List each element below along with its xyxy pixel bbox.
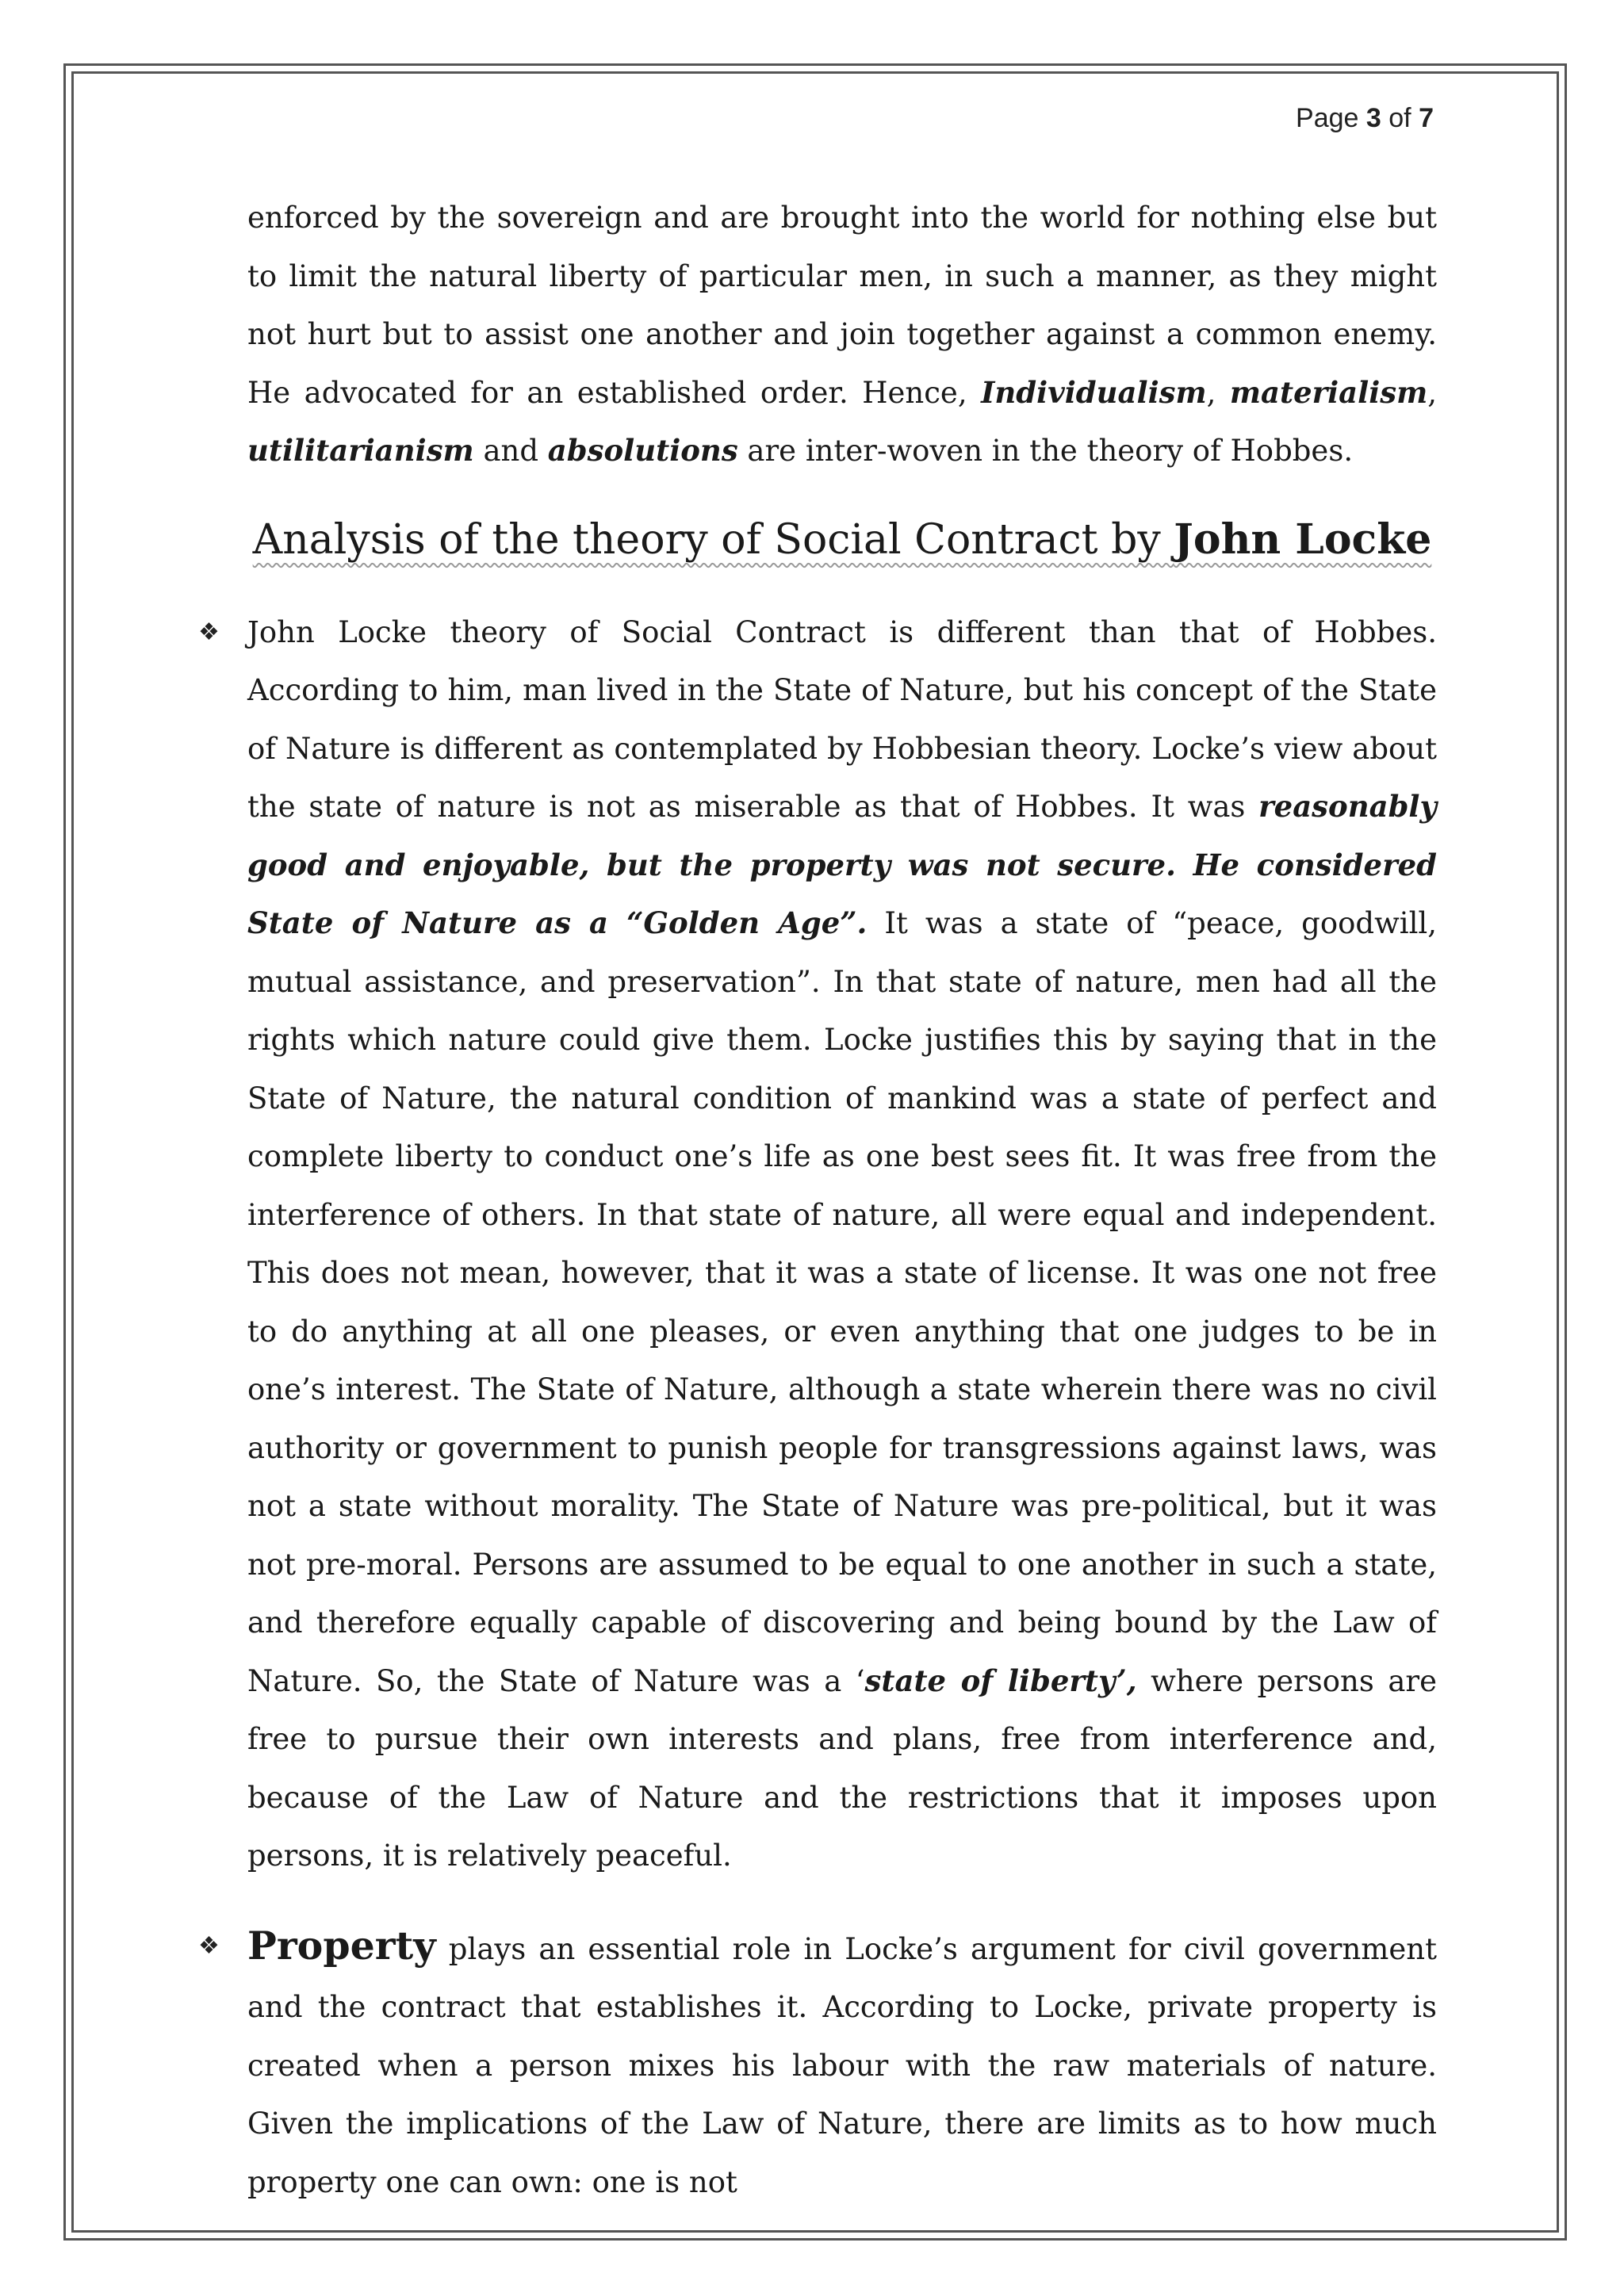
bullet-text-part: It was a state of “peace, goodwill, mutual assistance, and preservation”. In that state of nature, men had all the rights which nature could give them. Locke justifies this by saying that in the State of Nature, the natural condition of mankind was a state of perfect and complete liberty to conduct one’s life as one best sees fit. It was free from the interference of others. In that state of nature, all were equal and independent. This does not mean, however, that it was a state of license. It was one not free to do anything at all one pleases, or even anything that one judges to be in one’s interest. The State of Nature, although a state wherein there was no civil authority or government to punish people for transgressions against laws, was not a state without morality. The State of Nature was pre-political, but it was not pre-moral. Persons are assumed to be equal to one another in such a state, and therefore equally capable of discovering and being bound by the Law of Nature. So, the State of Nature was a ‘ (247, 906, 1438, 1698)
term-materialism: materialism (1229, 374, 1428, 410)
bullet-text (247, 603, 1437, 1885)
document-body (198, 189, 1438, 2211)
bullet-text-part: plays an essential role in Locke’s argument for civil government and the contract that establishes it. According to Locke, private property is created when a person mixes his labour with the raw materials of nature. Given the implications of the Law of Nature, there are limits as to how much property one can own: one is not (247, 1931, 1437, 2199)
separator: , (1427, 375, 1437, 410)
property-lead-word: Property (247, 1922, 436, 1969)
page-of-label: of (1381, 103, 1419, 133)
page-number (1296, 103, 1434, 134)
emphasis-state-of-liberty: state of liberty’, (864, 1663, 1137, 1698)
intro-paragraph (247, 189, 1437, 480)
term-individualism: Individualism (981, 374, 1207, 410)
page-label: Page (1296, 103, 1366, 133)
emphasis-golden-age: reasonably good and enjoyable, but the property was not secure. He considered State of Nature as a “Golden Age”. (247, 789, 1437, 940)
diamond-bullet-icon: ❖ (198, 1931, 220, 1960)
separator: , (1206, 375, 1230, 410)
bullet-text-part: John Locke theory of Social Contract is different than that of Hobbes. According to him, man lived in the State of Nature, but his concept of the State of Nature is different as contemplated by Hobbesian theory. Locke’s view about the state of nature is not as miserable as that of Hobbes. It was (247, 614, 1437, 824)
page-total: 7 (1419, 103, 1434, 133)
intro-text-end: are inter-woven in the theory of Hobbes. (737, 434, 1354, 468)
separator: and (473, 434, 548, 468)
intro-text: enforced by the sovereign and are brought into the world for nothing else but to limit the natural liberty of particular men, in such a manner, as they might not hurt but to assist one another and join together against a common enemy. He advocated for an established order. Hence, (247, 201, 1437, 410)
bullet-text-part: where persons are free to pursue their own interests and plans, free from interference and, because of the Law of Nature and the restrictions that it imposes upon persons, it is relatively peaceful. (247, 1663, 1437, 1873)
page-current: 3 (1365, 103, 1381, 133)
term-absolutions: absolutions (547, 433, 738, 468)
heading-text: Analysis of the theory of Social Contract by (252, 515, 1174, 564)
bullet-item-property (198, 1917, 1437, 2212)
term-utilitarianism: utilitarianism (247, 433, 474, 468)
heading-emphasis: John Locke (1174, 515, 1432, 564)
bullet-text (247, 1917, 1437, 2212)
diamond-bullet-icon: ❖ (198, 618, 220, 646)
bullet-item-locke-state-of-nature (198, 603, 1438, 1885)
section-heading (247, 508, 1437, 572)
